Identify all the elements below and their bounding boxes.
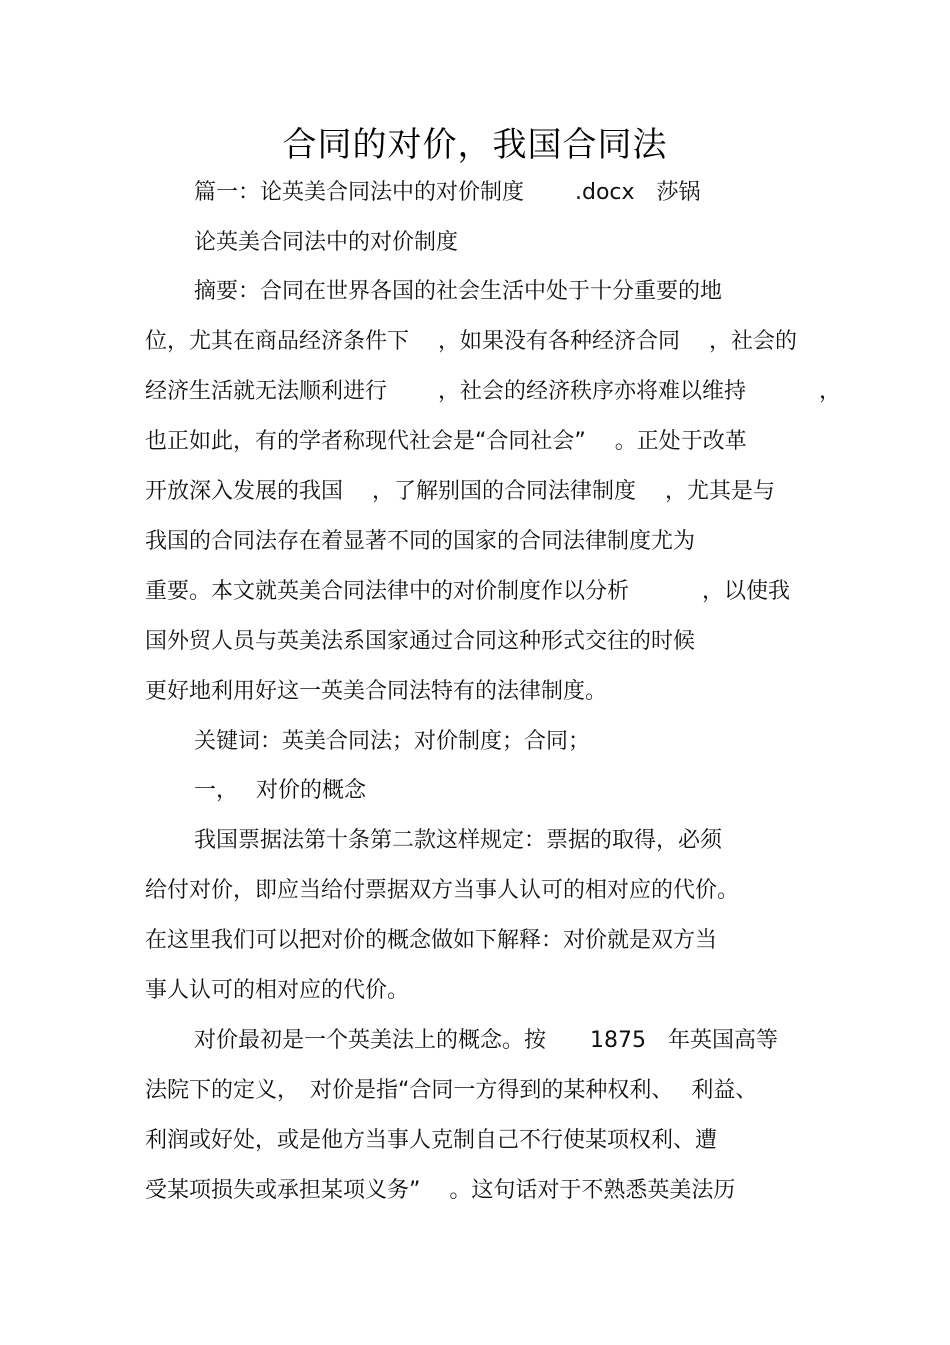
document-title: 合同的对价，我国合同法 <box>282 125 668 165</box>
paragraph-line: 给付对价，即应当给付票据双方当事人认可的相对应的代价。 <box>145 878 740 903</box>
paragraph-line: 重要。本文就英美合同法律中的对价制度作以分析 ，以使我 <box>145 579 790 604</box>
paragraph-line: 位，尤其在商品经济条件下 ，如果没有各种经济合同 ，社会的 <box>145 329 797 354</box>
paragraph-line: 更好地利用好这一英美合同法特有的法律制度。 <box>145 679 608 704</box>
paragraph-line: 事人认可的相对应的代价。 <box>145 978 410 1003</box>
paragraph-line: 开放深入发展的我国 ，了解别国的合同法律制度 ，尤其是与 <box>145 479 775 504</box>
paragraph-line: 我国的合同法存在着显著不同的国家的合同法律制度尤为 <box>145 529 696 554</box>
paragraph-line: 论英美合同法中的对价制度 <box>194 230 459 255</box>
paragraph-line: 也正如此，有的学者称现代社会是“合同社会” 。正处于改革 <box>145 429 747 454</box>
subtitle-line: 篇一：论英美合同法中的对价制度 .docx 莎锅 <box>194 180 701 205</box>
paragraph-line: 利润或好处，或是他方当事人克制自己不行使某项权利、遭 <box>145 1128 718 1153</box>
paragraph-line: 我国票据法第十条第二款这样规定：票据的取得，必须 <box>194 828 723 853</box>
paragraph-line: 经济生活就无法顺利进行 ，社会的经济秩序亦将难以维持 ， <box>145 379 841 404</box>
section-heading: 一， 对价的概念 <box>194 778 366 803</box>
paragraph-line: 在这里我们可以把对价的概念做如下解释：对价就是双方当 <box>145 928 718 953</box>
paragraph-line: 受某项损失或承担某项义务” 。这句话对于不熟悉英美法历 <box>145 1178 736 1203</box>
paragraph-line: 国外贸人员与英美法系国家通过合同这种形式交往的时候 <box>145 629 696 654</box>
paragraph-line: 法院下的定义， 对价是指“合同一方得到的某种权利、 利益、 <box>145 1078 758 1103</box>
paragraph-line: 摘要：合同在世界各国的社会生活中处于十分重要的地 <box>194 279 723 304</box>
keywords-line: 关键词：英美合同法；对价制度；合同； <box>194 729 591 754</box>
paragraph-line: 对价最初是一个英美法上的概念。按 1875 年英国高等 <box>194 1028 778 1053</box>
